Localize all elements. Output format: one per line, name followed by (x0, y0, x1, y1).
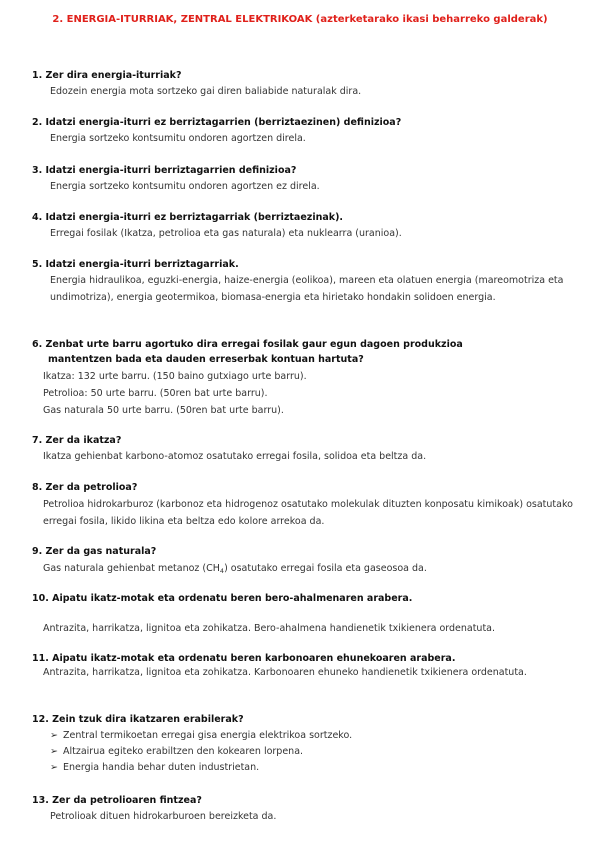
answer-1: Edozein energia mota sortzeko gai diren baliabide naturalak dira. (50, 86, 362, 97)
question-2: 2. Idatzi energia-iturri ez berriztagarrien (berriztaezinen) definizioa? (32, 117, 402, 128)
answer-9 (43, 560, 427, 580)
answer-9-part-2: ) osatutako erregai fosila eta gaseosoa da. (224, 563, 427, 574)
answer-10: Antrazita, harrikatza, lignitoa eta zohikatza. Bero-ahalmena handienetik txikienera ordenatuta. (43, 623, 496, 634)
question-7: 7. Zer da ikatza? (32, 435, 122, 446)
question-13: 13. Zer da petrolioaren fintzea? (32, 795, 202, 806)
question-10: 10. Aipatu ikatz-motak eta ordenatu beren bero-ahalmenaren arabera. (32, 593, 413, 604)
answer-6-line-3: Gas naturala 50 urte barru. (50ren bat urte barru). (43, 405, 284, 416)
question-1: 1. Zer dira energia-iturriak? (32, 70, 182, 81)
bullet-2-text: Altzairua egiteko erabiltzen den kokearen lorpena. (63, 746, 304, 757)
page-title: 2. ENERGIA-ITURRIAK, ZENTRAL ELEKTRIKOAK (azterketarako ikasi beharreko galderak) (52, 14, 548, 25)
question-4: 4. Idatzi energia-iturri ez berriztagarriak (berriztaezinak). (32, 212, 344, 223)
bullet-3 (50, 762, 259, 773)
question-6-line-2: mantentzen bada eta dauden erreserbak kontuan hartuta? (48, 354, 364, 365)
question-8: 8. Zer da petrolioa? (32, 482, 138, 493)
bullet-1-text: Zentral termikoetan erregai gisa energia elektrikoa sortzeko. (63, 730, 353, 741)
bullet-1 (50, 730, 352, 741)
answer-11: Antrazita, harrikatza, lignitoa eta zohikatza. Karbonoaren ehuneko handienetik txikienera ordenatuta. (43, 667, 527, 678)
answer-7: Ikatza gehienbat karbono-atomoz osatutako erregai fosila, solidoa eta beltza da. (43, 451, 427, 462)
answer-13: Petrolioak dituen hidrokarburoen bereizketa da. (50, 811, 277, 822)
answer-9-part-1: Gas naturala gehienbat metanoz (CH (43, 563, 220, 574)
arrow-bullet-icon: ➢ (50, 762, 58, 773)
answer-5: Energia hidraulikoa, eguzki-energia, haize-energia (eolikoa), mareen eta olatuen energia (mareomotriza eta undimotriza), energia geotermikoa, biomasa-energia eta hirietako hondakin solidoen energia. (50, 275, 564, 303)
answer-4: Erregai fosilak (Ikatza, petrolioa eta gas naturala) eta nuklearra (uranioa). (50, 228, 402, 239)
question-5: 5. Idatzi energia-iturri berriztagarriak. (32, 259, 239, 270)
bullet-3-text: Energia handia behar duten industrietan. (63, 762, 260, 773)
arrow-bullet-icon: ➢ (50, 746, 58, 757)
question-3: 3. Idatzi energia-iturri berriztagarrien definizioa? (32, 165, 297, 176)
answer-3: Energia sortzeko kontsumitu ondoren agortzen ez direla. (50, 181, 320, 192)
question-9: 9. Zer da gas naturala? (32, 546, 157, 557)
question-6-line-1: 6. Zenbat urte barru agortuko dira erregai fosilak gaur egun dagoen produkzioa (32, 339, 463, 350)
answer-2: Energia sortzeko kontsumitu ondoren agortzen direla. (50, 133, 306, 144)
answer-9-subscript: 4 (219, 567, 225, 575)
question-11: 11. Aipatu ikatz-motak eta ordenatu beren karbonoaren ehunekoaren arabera. (32, 653, 456, 664)
bullet-2 (50, 746, 303, 757)
answer-6-line-2: Petrolioa: 50 urte barru. (50ren bat urte barru). (43, 388, 268, 399)
question-12: 12. Zein tzuk dira ikatzaren erabilerak? (32, 714, 244, 725)
answer-6-line-1: Ikatza: 132 urte barru. (150 baino gutxiago urte barru). (43, 371, 307, 382)
answer-8: Petrolioa hidrokarburoz (karbonoz eta hidrogenoz osatutako molekulak dituzten konposatu kimikoak) osatutako erregai fosila, likido likina eta beltza edo kolore arrekoa da. (43, 499, 573, 527)
arrow-bullet-icon: ➢ (50, 730, 58, 741)
